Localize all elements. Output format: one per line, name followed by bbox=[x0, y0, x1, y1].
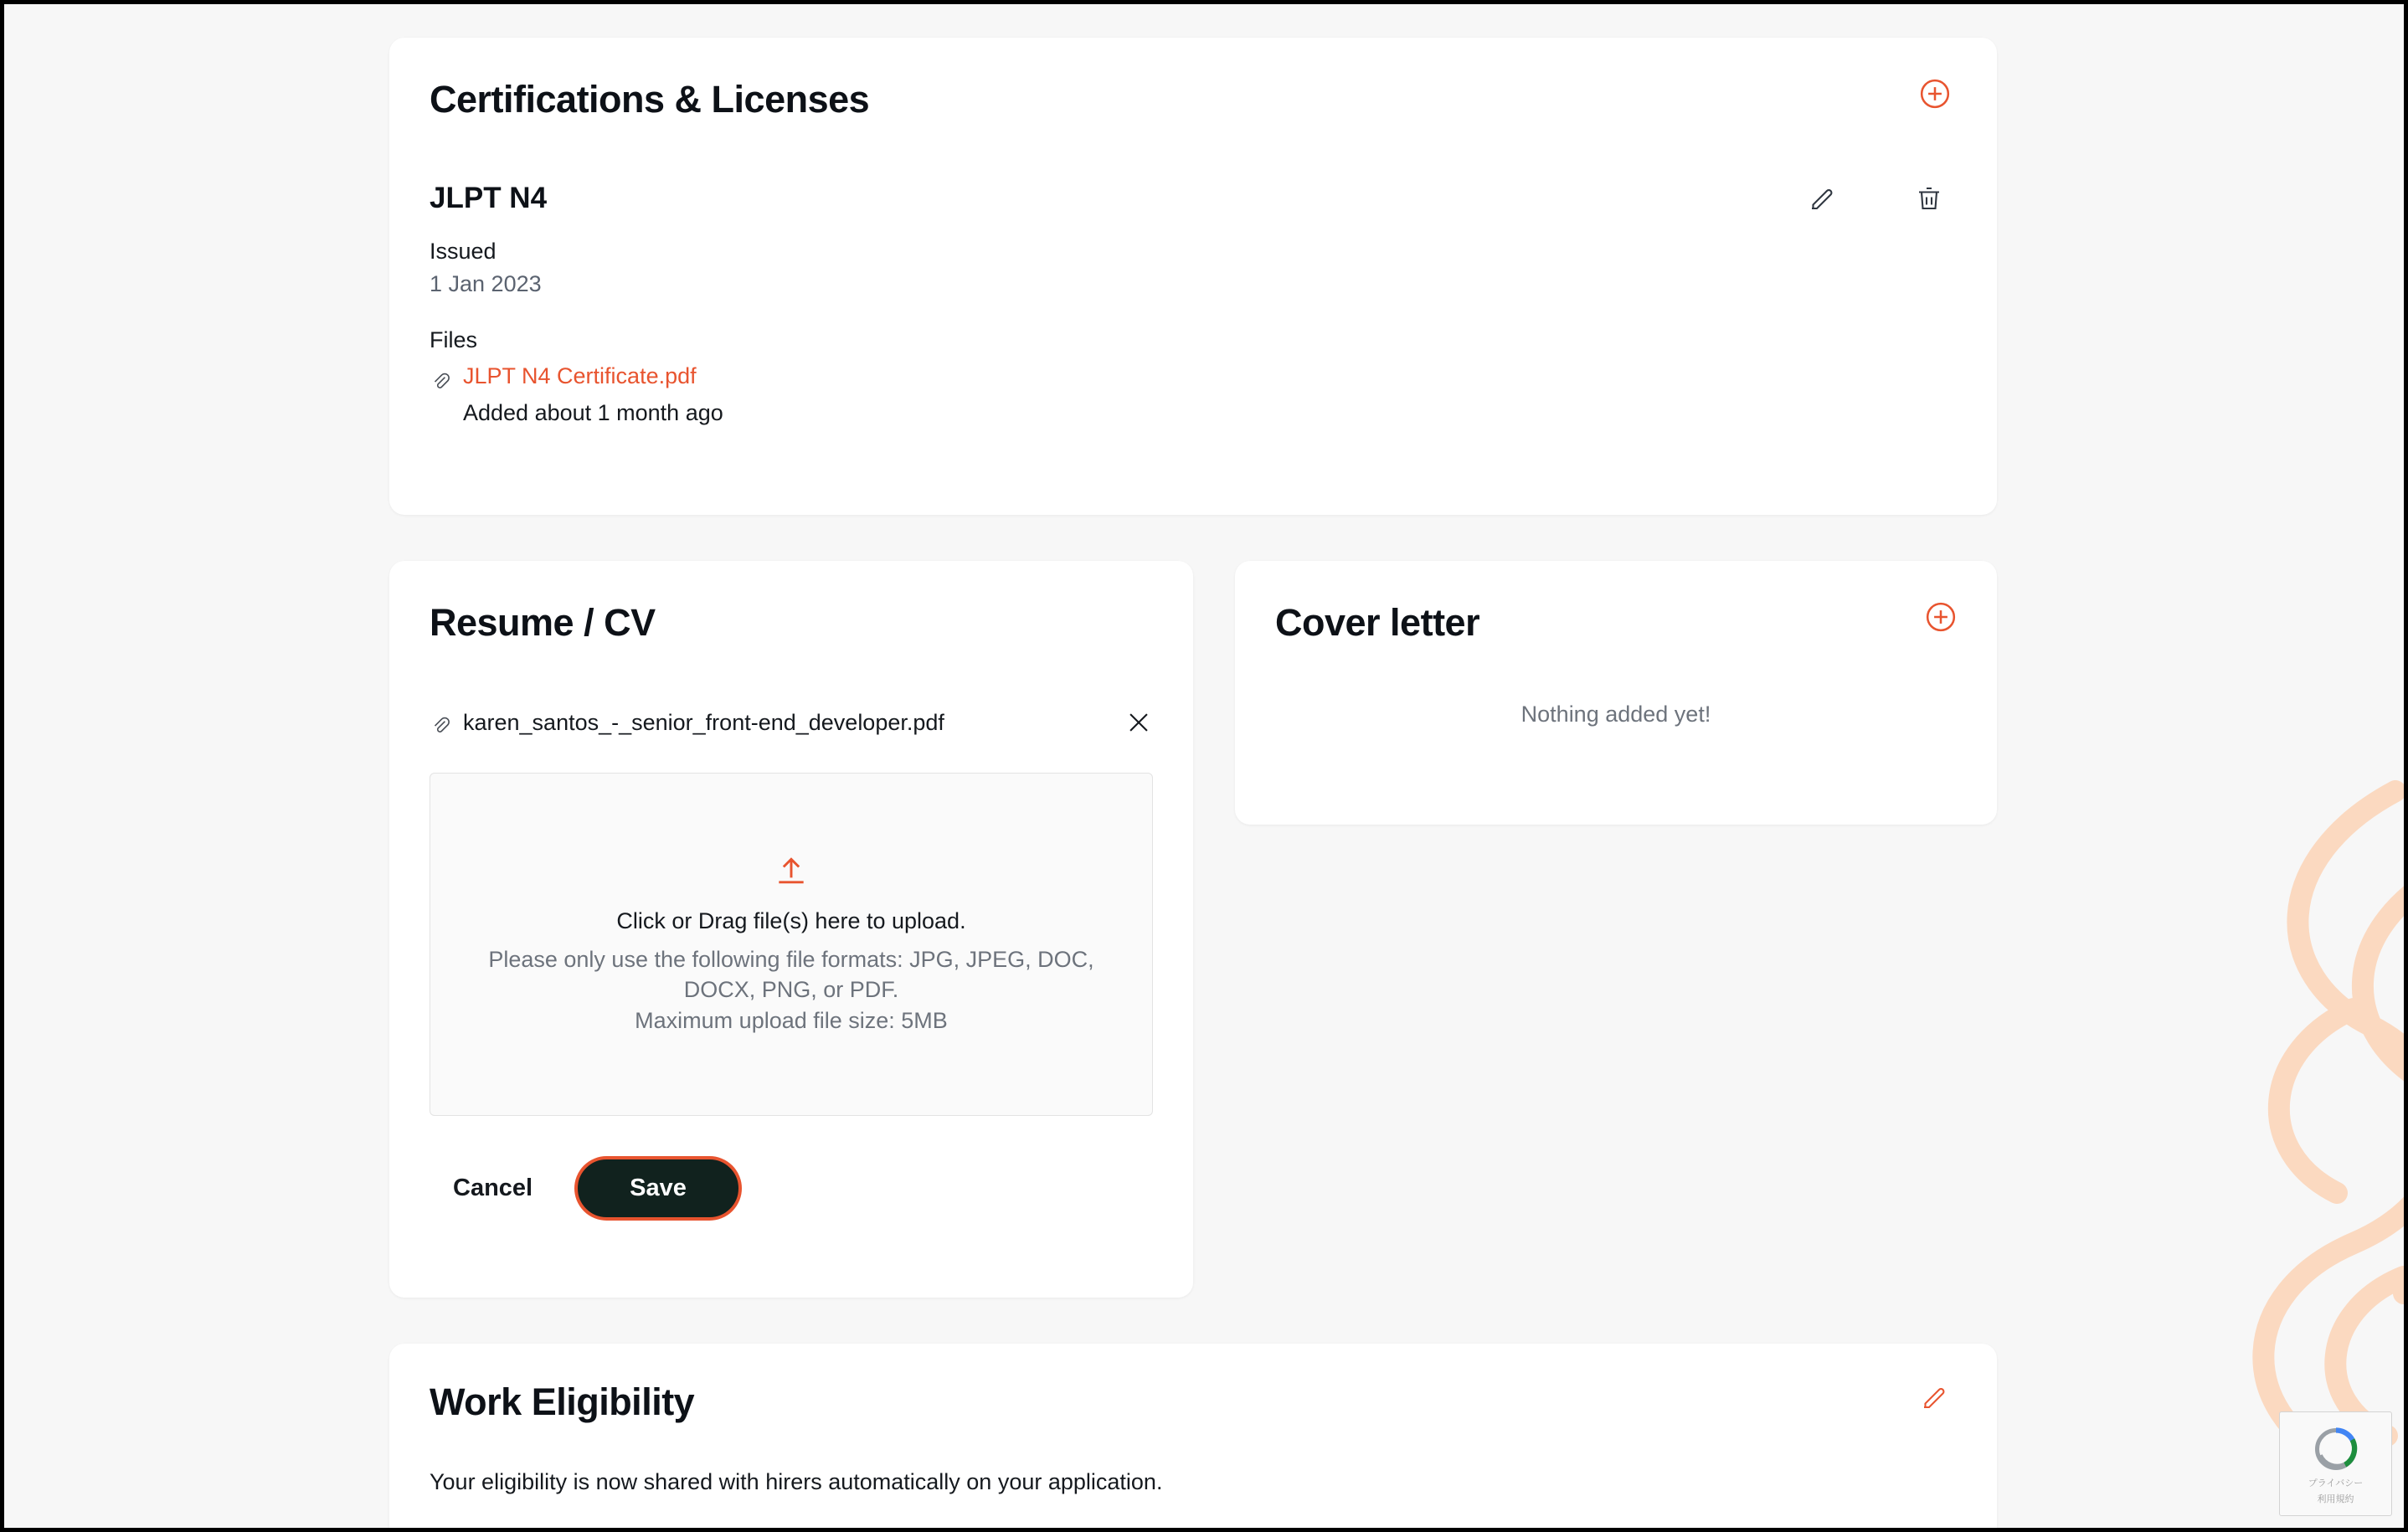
certifications-header bbox=[430, 78, 1951, 121]
save-button[interactable]: Save bbox=[574, 1156, 742, 1221]
cover-letter-empty-text: Nothing added yet! bbox=[1520, 702, 1711, 727]
paperclip-icon bbox=[430, 712, 451, 738]
work-eligibility-header bbox=[430, 1380, 1951, 1424]
issued-value: 1 Jan 2023 bbox=[430, 271, 542, 296]
pencil-icon[interactable] bbox=[1917, 1380, 1951, 1414]
pencil-icon[interactable] bbox=[1805, 182, 1839, 215]
close-icon[interactable] bbox=[1124, 708, 1153, 737]
plus-circle-icon[interactable] bbox=[1919, 78, 1951, 110]
work-eligibility-description: Your eligibility is now shared with hirers automatically on your application. bbox=[430, 1469, 1163, 1494]
upload-icon bbox=[773, 853, 810, 890]
dropzone-formats-text: Please only use the following file formats: JPG, JPEG, DOC, DOCX, PNG, or PDF. bbox=[488, 946, 1094, 1003]
certification-file-row bbox=[430, 363, 1951, 393]
files-label: Files bbox=[430, 327, 478, 352]
dropzone-maxsize-text: Maximum upload file size: 5MB bbox=[635, 1007, 948, 1033]
resume-title: Resume / CV bbox=[430, 601, 656, 644]
resume-card bbox=[389, 561, 1193, 1298]
certification-name: JLPT N4 bbox=[430, 182, 548, 214]
page-title: Certifications & Licenses bbox=[430, 78, 870, 121]
work-eligibility-title: Work Eligibility bbox=[430, 1380, 695, 1423]
cover-letter-header bbox=[1275, 601, 1957, 645]
issued-label: Issued bbox=[430, 239, 497, 264]
cover-letter-title: Cover letter bbox=[1275, 601, 1480, 644]
plus-circle-icon[interactable] bbox=[1925, 601, 1957, 633]
cover-letter-card bbox=[1235, 561, 1997, 825]
recaptcha-privacy-label[interactable]: プライバシー bbox=[2308, 1478, 2364, 1488]
resume-file-row bbox=[430, 707, 1153, 738]
trash-icon[interactable] bbox=[1912, 182, 1946, 215]
certification-file-link[interactable]: JLPT N4 Certificate.pdf bbox=[463, 363, 697, 388]
resume-actions bbox=[430, 1156, 1153, 1221]
recaptcha-badge[interactable] bbox=[2279, 1411, 2392, 1516]
certifications-card bbox=[389, 38, 1997, 515]
work-eligibility-card bbox=[389, 1344, 1997, 1532]
cancel-button[interactable]: Cancel bbox=[430, 1159, 556, 1217]
certification-entry bbox=[430, 182, 1951, 426]
certification-entry-actions bbox=[1805, 182, 1951, 215]
paperclip-icon bbox=[430, 368, 451, 393]
certification-entry-header bbox=[430, 182, 1951, 215]
recaptcha-icon bbox=[2311, 1424, 2361, 1474]
recaptcha-terms-label[interactable]: 利用規約 bbox=[2317, 1493, 2354, 1504]
file-dropzone[interactable] bbox=[430, 773, 1153, 1116]
dropzone-main-text: Click or Drag file(s) here to upload. bbox=[616, 907, 966, 933]
certification-file-added: Added about 1 month ago bbox=[463, 400, 723, 425]
resume-file-name: karen_santos_-_senior_front-end_developer.pdf bbox=[463, 709, 944, 735]
